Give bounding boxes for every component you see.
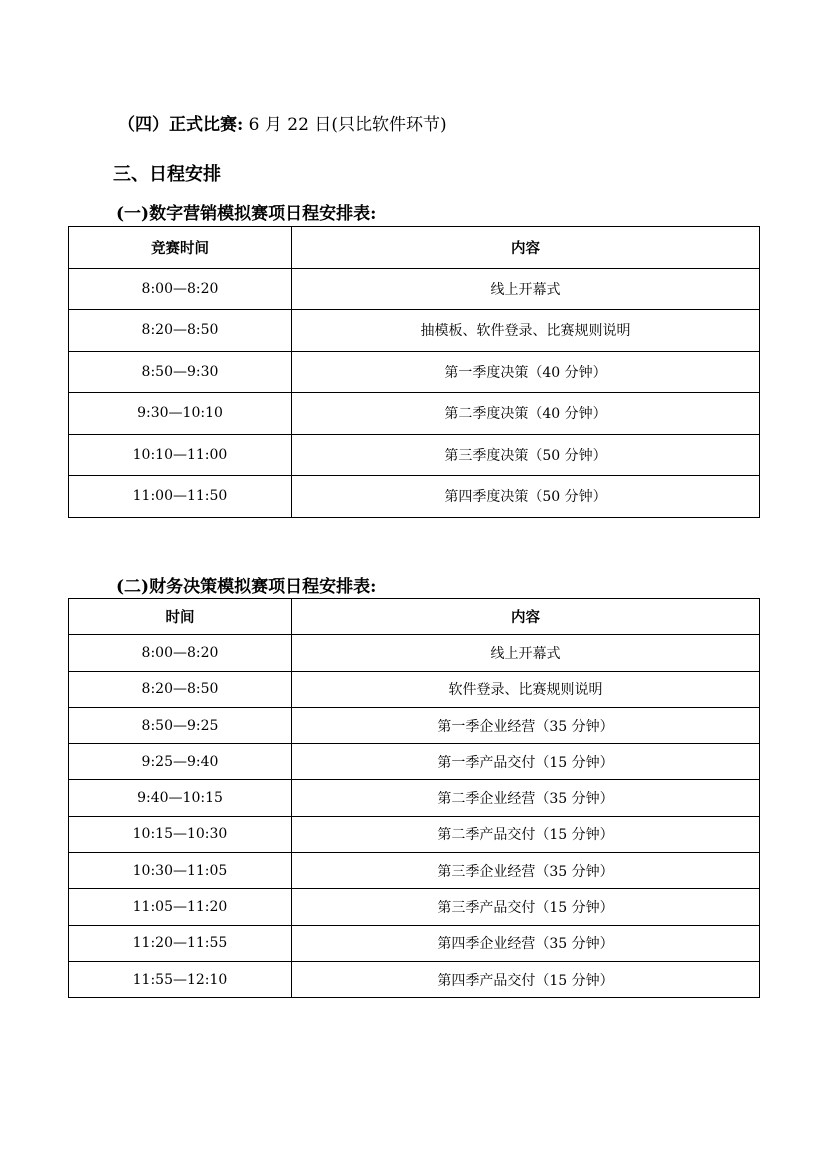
header-content: 内容 (292, 599, 760, 635)
header-time: 竞赛时间 (69, 227, 292, 269)
content-cell: 软件登录、比赛规则说明 (292, 671, 760, 707)
table-row (69, 310, 760, 352)
time-cell: 8:00—8:20 (69, 268, 292, 310)
table-header-row (69, 227, 760, 269)
competition-date-label: （四）正式比赛: (118, 115, 244, 135)
time-cell: 9:25—9:40 (69, 744, 292, 780)
content-cell: 第二季度决策（40 分钟） (292, 393, 760, 435)
table-row (69, 671, 760, 707)
table-row (69, 707, 760, 743)
time-cell: 8:50—9:30 (69, 351, 292, 393)
table-row (69, 393, 760, 435)
time-cell: 8:20—8:50 (69, 671, 292, 707)
table-row (69, 744, 760, 780)
table-row (69, 780, 760, 816)
table-row (69, 816, 760, 852)
table-row (69, 925, 760, 961)
content-cell: 第一季度决策（40 分钟） (292, 351, 760, 393)
table-header-row (69, 599, 760, 635)
content-cell: 第三季企业经营（35 分钟） (292, 853, 760, 889)
content-cell: 第四季企业经营（35 分钟） (292, 925, 760, 961)
time-cell: 9:30—10:10 (69, 393, 292, 435)
table-row (69, 434, 760, 476)
content-cell: 抽模板、软件登录、比赛规则说明 (292, 310, 760, 352)
table-row (69, 476, 760, 518)
time-cell: 11:20—11:55 (69, 925, 292, 961)
time-cell: 9:40—10:15 (69, 780, 292, 816)
table2-caption: (二)财务决策模拟赛项日程安排表: (116, 577, 377, 597)
time-cell: 8:50—9:25 (69, 707, 292, 743)
time-cell: 10:30—11:05 (69, 853, 292, 889)
time-cell: 8:20—8:50 (69, 310, 292, 352)
table-row (69, 635, 760, 671)
table-row (69, 268, 760, 310)
content-cell: 第一季企业经营（35 分钟） (292, 707, 760, 743)
content-cell: 第四季产品交付（15 分钟） (292, 961, 760, 997)
time-cell: 11:55—12:10 (69, 961, 292, 997)
content-cell: 第二季产品交付（15 分钟） (292, 816, 760, 852)
competition-date-line (118, 110, 447, 135)
time-cell: 11:00—11:50 (69, 476, 292, 518)
time-cell: 8:00—8:20 (69, 635, 292, 671)
schedule-heading: 三、日程安排 (113, 164, 221, 185)
table-row (69, 889, 760, 925)
header-content: 内容 (292, 227, 760, 269)
content-cell: 第二季企业经营（35 分钟） (292, 780, 760, 816)
competition-date-value: 6 月 22 日(只比软件环节) (243, 115, 447, 135)
content-cell: 第三季产品交付（15 分钟） (292, 889, 760, 925)
table1-caption: (一)数字营销模拟赛项日程安排表: (116, 204, 377, 224)
content-cell: 第三季度决策（50 分钟） (292, 434, 760, 476)
table-row (69, 853, 760, 889)
content-cell: 线上开幕式 (292, 635, 760, 671)
time-cell: 11:05—11:20 (69, 889, 292, 925)
table-row (69, 351, 760, 393)
digital-marketing-schedule-table (68, 226, 760, 518)
header-time: 时间 (69, 599, 292, 635)
finance-decision-schedule-table (68, 598, 760, 998)
content-cell: 第四季度决策（50 分钟） (292, 476, 760, 518)
content-cell: 线上开幕式 (292, 268, 760, 310)
content-cell: 第一季产品交付（15 分钟） (292, 744, 760, 780)
table-row (69, 961, 760, 997)
time-cell: 10:10—11:00 (69, 434, 292, 476)
time-cell: 10:15—10:30 (69, 816, 292, 852)
